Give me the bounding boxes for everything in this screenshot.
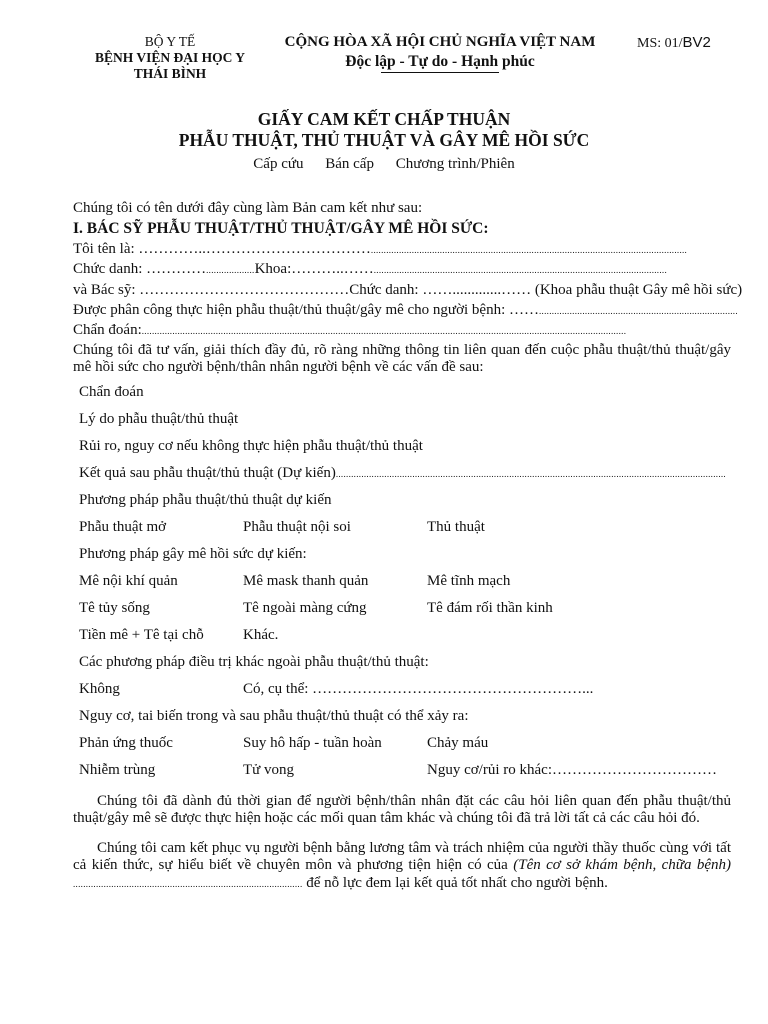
anesthesia-label: Phương pháp gây mê hồi sức dự kiến: (79, 546, 307, 562)
form-code (637, 34, 711, 52)
field-label: Chức danh: (73, 261, 147, 277)
option-label: Tê ngoài màng cứng (243, 600, 367, 616)
field-label: Chẩn đoán: (73, 322, 142, 338)
option-label: Nhiễm trùng (79, 762, 156, 778)
method-procedure[interactable] (427, 519, 485, 536)
section-1-heading: I. BÁC SỸ PHẪU THUẬT/THỦ THUẬT/GÂY MÊ HỒI SỨC: (73, 220, 489, 237)
doctor-name-field[interactable] (73, 241, 687, 258)
risk-drug-reaction[interactable] (79, 735, 173, 752)
fill-dots: .............................................................................. (539, 306, 738, 316)
risk-label: Nguy cơ, tai biến trong và sau phẫu thuật/thủ thuật có thể xảy ra: (79, 708, 469, 724)
ministry-name: BỘ Y TẾ (144, 34, 196, 49)
option-label: Không (79, 681, 120, 697)
commitment-text: Chúng tôi cam kết phục vụ người bệnh bằng lương tâm và trách nhiệm của người thầy thuốc cùng với tất cả kiến thức, sự hiểu biết về chuyên môn và phương tiện hiện có của (73, 840, 731, 873)
option-label: Thủ thuật (427, 519, 485, 535)
national-motto: Độc lập - Tự do - Hạnh phúc (345, 53, 535, 70)
hospital-name-line1: BỆNH VIỆN ĐẠI HỌC Y (94, 50, 246, 65)
option-label: Chương trình/Phiên (395, 156, 515, 172)
fill-dots: ………..…… (291, 261, 374, 277)
option-label: Tử vong (243, 762, 295, 778)
option-label: Tê đám rối thần kinh (427, 600, 553, 616)
field-label: Được phân công thực hiện phẫu thuật/thủ thuật/gây mê cho người bệnh: (73, 302, 509, 318)
admission-type-options (0, 156, 768, 173)
questions-answered-paragraph: Chúng tôi đã dành đủ thời gian để người bệnh/thân nhân đặt các câu hỏi liên quan đến phẫu thuật/thủ thuật/gây mê sẽ được thực hiện hoặc các mối quan tâm khác và chúng tôi đã trả lời tất cả các câu hỏi đó. (73, 793, 731, 826)
fill-dots: ................... (206, 265, 255, 275)
anesthesia-epidural[interactable] (243, 600, 367, 617)
assigned-patient-field[interactable] (73, 302, 738, 319)
option-label: Suy hô hấp - tuần hoàn (243, 735, 382, 751)
option-label: Tê tủy sống (79, 600, 150, 616)
fill-dots[interactable]: .......................................................................................... (73, 879, 303, 889)
option-label: Rủi ro, nguy cơ nếu không thực hiện phẫu thuật/thủ thuật (79, 438, 423, 454)
commitment-paragraph (73, 840, 731, 893)
fill-dots: …………..…………………………… (138, 241, 371, 257)
option-label: Lý do phẫu thuật/thủ thuật (79, 411, 239, 427)
issuing-organization (80, 34, 260, 82)
hospital-name-line2: THÁI BÌNH (133, 66, 207, 81)
option-label: Nguy cơ/rủi ro khác: (427, 762, 552, 778)
fill-dots: ………………………………………………... (312, 681, 594, 697)
topic-expected-result[interactable] (79, 465, 726, 482)
fill-dots: ………… (146, 261, 207, 277)
option-label: Khác. (243, 627, 279, 643)
option-label: Có, cụ thể: (243, 681, 313, 697)
diagnosis-field[interactable] (73, 322, 626, 339)
form-code-value: BV2 (682, 34, 711, 51)
anesthesia-laryngeal-mask[interactable] (243, 573, 368, 590)
national-header (270, 33, 610, 73)
option-emergency[interactable] (253, 156, 303, 172)
fill-dots: …………………………… (551, 762, 717, 778)
motto-underline (381, 72, 499, 73)
method-laparoscopy[interactable] (243, 519, 351, 536)
risk-death[interactable] (243, 762, 294, 779)
anesthesia-other[interactable] (243, 627, 278, 644)
option-label: Phẫu thuật nội soi (243, 519, 351, 535)
fill-dots: …….............…… (422, 282, 532, 298)
risk-infection[interactable] (79, 762, 155, 779)
risk-cardiorespiratory[interactable] (243, 735, 382, 752)
anesthesia-endotracheal[interactable] (79, 573, 178, 590)
topic-risk-if-not-performed[interactable] (79, 438, 423, 455)
option-semi-urgent[interactable] (325, 156, 374, 172)
doctor-title-field[interactable] (73, 261, 667, 278)
fill-dots: .............................................................................................................................................................................................. (141, 326, 627, 336)
method-label: Phương pháp phẫu thuật/thủ thuật dự kiến (79, 492, 332, 508)
field-label: và Bác sỹ: (73, 282, 140, 298)
topic-diagnosis[interactable] (79, 384, 144, 401)
document-title: GIẤY CAM KẾT CHẤP THUẬN (257, 109, 511, 129)
option-label: Mê nội khí quản (79, 573, 178, 589)
anesthesia-spinal[interactable] (79, 600, 150, 617)
risk-other[interactable] (427, 762, 717, 779)
anesthesia-premed-local[interactable] (79, 627, 204, 644)
other-treatment-no[interactable] (79, 681, 120, 698)
other-treatment-yes[interactable] (243, 681, 593, 698)
anesthesia-nerve-block[interactable] (427, 600, 553, 617)
intro-text: Chúng tôi có tên dưới đây cùng làm Bản cam kết như sau: (73, 200, 423, 216)
option-label: Mê tĩnh mạch (427, 573, 511, 589)
option-label: Chảy máu (427, 735, 489, 751)
form-code-prefix: MS: 01/ (637, 36, 683, 51)
other-treatment-label: Các phương pháp điều trị khác ngoài phẫu thuật/thủ thuật: (79, 654, 429, 670)
consultation-statement: Chúng tôi đã tư vấn, giải thích đầy đủ, rõ ràng những thông tin liên quan đến cuộc phẫu thuật/thủ thuật/gây mê hồi sức cho người bệnh/thân nhân người bệnh về các vấn đề sau: (73, 342, 731, 375)
option-label: Mê mask thanh quản (243, 573, 369, 589)
option-label: Phẫu thuật mở (79, 519, 167, 535)
fill-dots: ......................................................................................................................................................... (335, 469, 726, 479)
option-label: Tiền mê + Tê tại chỗ (79, 627, 204, 643)
field-label: Chức danh: (349, 282, 423, 298)
risk-bleeding[interactable] (427, 735, 488, 752)
document-subtitle: PHẪU THUẬT, THỦ THUẬT VÀ GÂY MÊ HỒI SỨC (178, 130, 590, 150)
second-doctor-field[interactable] (73, 282, 742, 299)
option-label: Kết quả sau phẫu thuật/thủ thuật (Dự kiến) (79, 465, 336, 481)
option-scheduled[interactable] (396, 156, 515, 172)
fill-dots: …………………………………… (139, 282, 350, 298)
option-label: Cấp cứu (253, 156, 304, 172)
topic-reason[interactable] (79, 411, 238, 428)
fill-dots: …… (509, 302, 539, 318)
commitment-text-end: để nỗ lực đem lại kết quả tốt nhất cho người bệnh. (302, 875, 608, 891)
method-open-surgery[interactable] (79, 519, 166, 536)
anesthesia-intravenous[interactable] (427, 573, 510, 590)
option-label: Chẩn đoán (79, 384, 144, 400)
option-label: Bán cấp (325, 156, 374, 172)
fill-dots: ............................................................................................................................ (370, 245, 688, 255)
option-label: Phản ứng thuốc (79, 735, 173, 751)
field-label: Tôi tên là: (73, 241, 139, 257)
nation-name: CỘNG HÒA XÃ HỘI CHỦ NGHĨA VIỆT NAM (284, 34, 596, 50)
department-name: (Khoa phẫu thuật Gây mê hồi sức) (531, 282, 743, 298)
field-label: Khoa: (254, 261, 292, 277)
fill-dots: ................................................................................................................... (373, 265, 667, 275)
facility-name-hint: (Tên cơ sở khám bệnh, chữa bệnh) (513, 857, 732, 873)
